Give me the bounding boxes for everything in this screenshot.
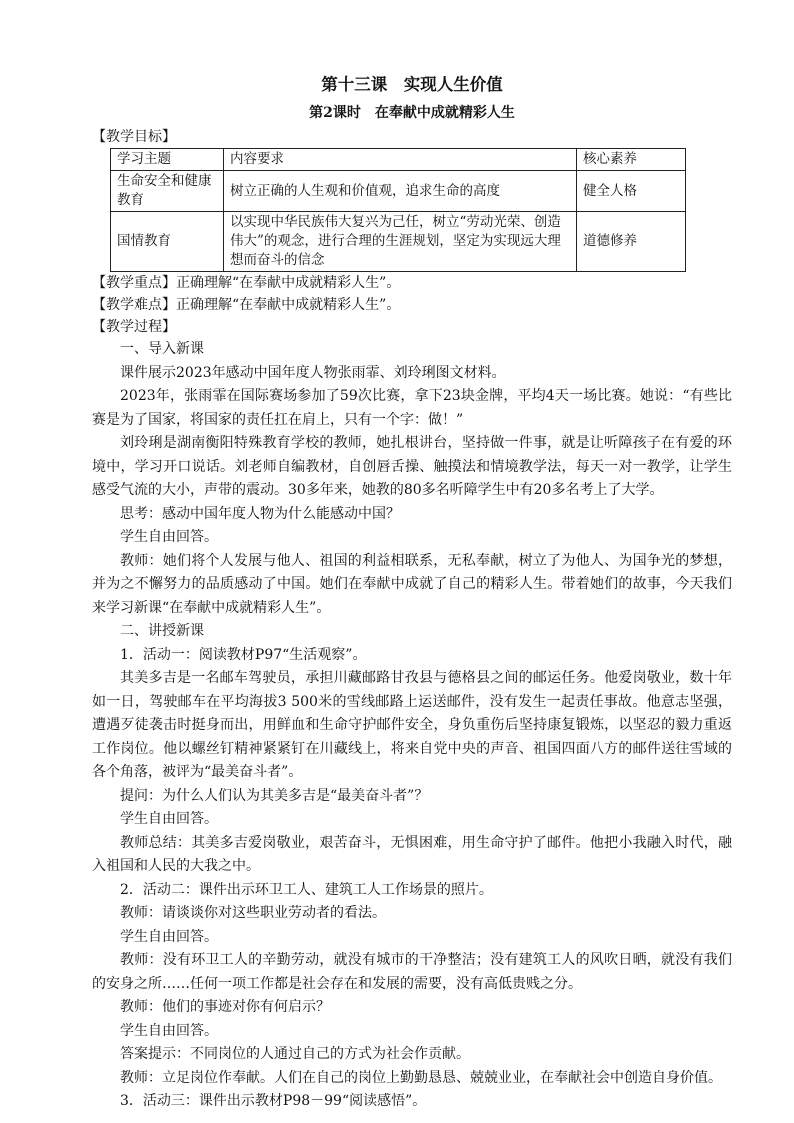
paragraph: 学生自由回答。	[120, 928, 218, 945]
paragraph: 2023年，张雨霏在国际赛场参加了59次比赛，拿下23块金牌，平均4天一场比赛。她说：“有些比赛是为了国家，将国家的责任扛在肩上，只有一个字：做！”	[92, 388, 732, 428]
objectives-table	[110, 148, 686, 272]
paragraph: 1．活动一：阅读教材P97“生活观察”。	[120, 646, 367, 663]
paragraph: 学生自由回答。	[120, 529, 218, 545]
difficulty-point: 【教学难点】正确理解“在奉献中成就精彩人生”。	[92, 297, 401, 313]
table-cell-content: 树立正确的人生观和价值观，追求生命的高度	[224, 171, 577, 212]
paragraph: 教师：请谈谈你对这些职业劳动者的看法。	[120, 905, 386, 921]
paragraph: 其美多吉是一名邮车驾驶员，承担川藏邮路甘孜县与德格县之间的邮运任务。他爱岗敬业，数十年如一日，驾驶邮车在平均海拔3 500米的雪线邮路上运送邮件，没有发生一起责任事故。他意志坚强，遭遇歹徒袭击时挺身而出，用鲜血和生命守护邮件安全，身负重伤后坚持康复锻炼，以坚忍的毅力重返工作岗位。他以螺丝钉精神紧紧钉在川藏线上，将来自党中央的声音、祖国四面八方的邮件送往雪域的各个角落，被评为“最美奋斗者”。	[92, 670, 732, 780]
paragraph: 学生自由回答。	[120, 811, 218, 827]
paragraph: 教师：没有环卫工人的辛勤劳动，就没有城市的干净整洁；没有建筑工人的风吹日晒，就没有我们的安身之所……任何一项工作都是社会存在和发展的需要，没有高低贵贱之分。	[92, 952, 732, 992]
paragraph: 思考：感动中国年度人物为什么能感动中国？	[120, 505, 400, 522]
paragraph: 教师：他们的事迹对你有何启示？	[120, 999, 330, 1015]
key-point: 【教学重点】正确理解“在奉献中成就精彩人生”。	[92, 275, 401, 291]
lesson-title: 第十三课 实现人生价值	[321, 75, 503, 94]
table-cell-literacy: 健全人格	[577, 171, 686, 212]
table-row	[111, 171, 686, 212]
paragraph: 学生自由回答。	[120, 1022, 218, 1039]
section-heading: 一、导入新课	[120, 341, 204, 357]
table-header-cell: 核心素养	[577, 149, 686, 171]
paragraph: 教师：她们将个人发展与他人、祖国的利益相联系，无私奉献，树立了为他人、为国争光的梦想，并为之不懈努力的品质感动了中国。她们在奉献中成就了自己的精彩人生。带着她们的故事，今天我们来学习新课“在奉献中成就精彩人生”。	[92, 552, 732, 616]
table-header-row	[111, 149, 686, 171]
section-heading: 二、讲授新课	[120, 623, 204, 639]
paragraph: 答案提示：不同岗位的人通过自己的方式为社会作贡献。	[120, 1046, 470, 1062]
table-cell-theme: 国情教育	[111, 212, 224, 272]
paragraph: 刘玲琍是湖南衡阳特殊教育学校的教师，她扎根讲台，坚持做一件事，就是让听障孩子在有爱的环境中，学习开口说话。刘老师自编教材，自创唇舌操、触摸法和情境教学法，每天一对一教学，让学生感受气流的大小，声带的震动。30多年来，她教的80多名听障学生中有20多名考上了大学。	[92, 435, 732, 498]
table-header-cell: 学习主题	[111, 149, 224, 171]
table-header-cell: 内容要求	[224, 149, 577, 171]
paragraph: 3．活动三：课件出示教材P98－99“阅读感悟”。	[120, 1093, 427, 1109]
body-text	[92, 338, 732, 1114]
table-cell-literacy: 道德修养	[577, 212, 686, 272]
table-row	[111, 212, 686, 272]
table-cell-content: 以实现中华民族伟大复兴为己任，树立“劳动光荣、创造伟大”的观念，进行合理的生涯规划，坚定为实现远大理想而奋斗的信念	[224, 212, 577, 272]
paragraph: 教师：立足岗位作奉献。人们在自己的岗位上勤勤恳恳、兢兢业业，在奉献社会中创造自身价值。	[120, 1069, 722, 1086]
objectives-heading: 【教学目标】	[92, 129, 176, 145]
lesson-subtitle: 第2课时 在奉献中成就精彩人生	[309, 105, 515, 121]
paragraph: 提问：为什么人们认为其美多吉是“最美奋斗者”？	[120, 787, 429, 804]
paragraph: 教师总结：其美多吉爱岗敬业，艰苦奋斗，无惧困难，用生命守护了邮件。他把小我融入时代，融入祖国和人民的大我之中。	[92, 834, 732, 874]
paragraph: 2．活动二：课件出示环卫工人、建筑工人工作场景的照片。	[120, 881, 493, 898]
process-heading: 【教学过程】	[92, 319, 176, 335]
paragraph: 课件展示2023年感动中国年度人物张雨霏、刘玲琍图文材料。	[120, 364, 506, 381]
table-cell-theme: 生命安全和健康教育	[111, 171, 224, 212]
